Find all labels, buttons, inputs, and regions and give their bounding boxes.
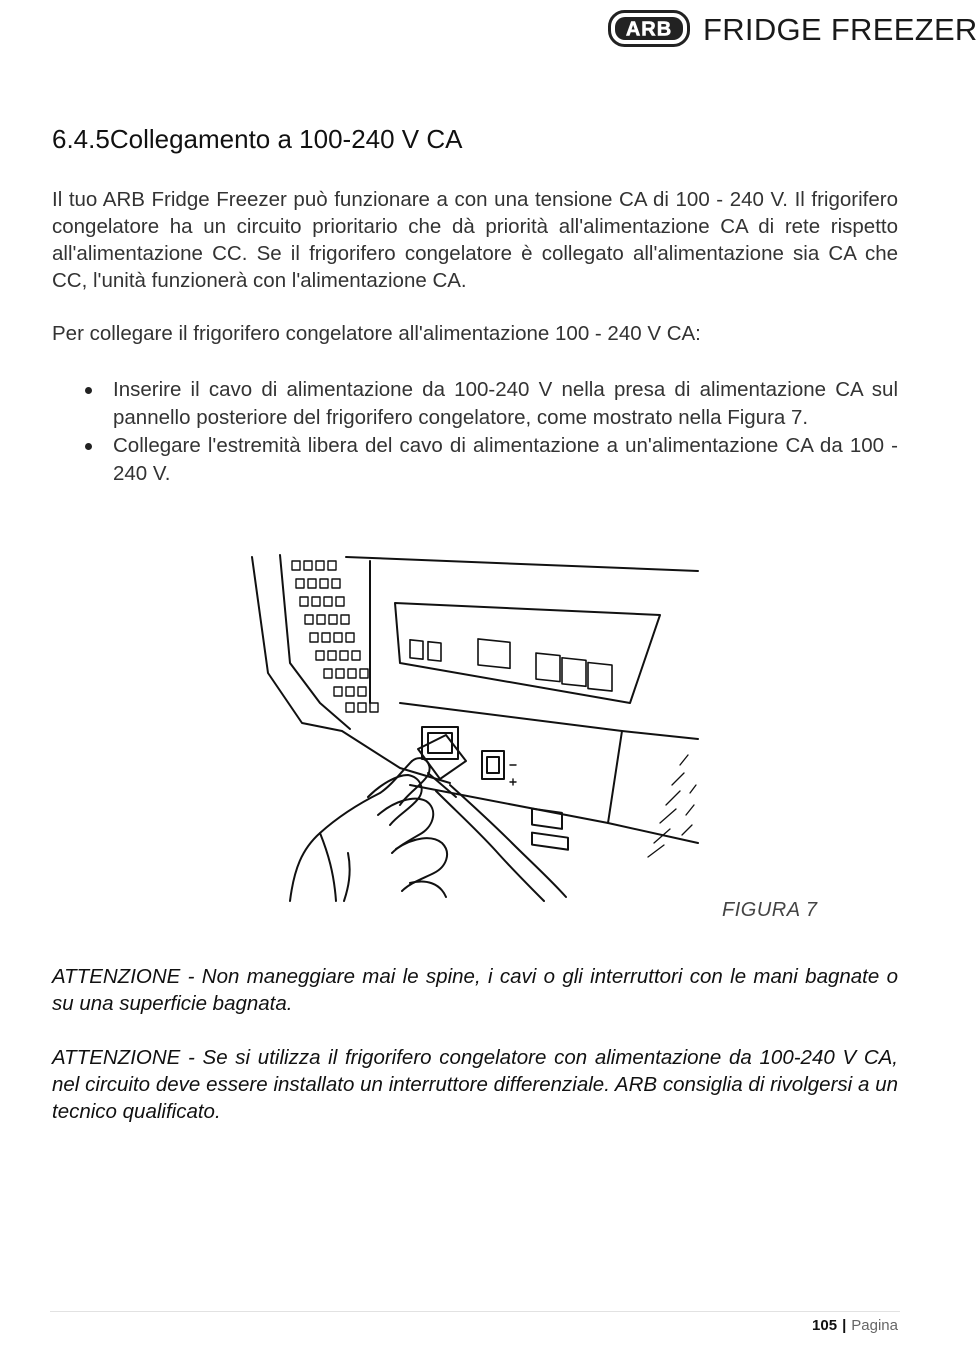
instruction-list: [52, 376, 898, 488]
list-item: [52, 432, 898, 488]
list-item-text: Inserire il cavo di alimentazione da 100-240 V nella presa di alimentazione CA sul pannello posteriore del frigorifero congelatore, come mostrato nella Figura 7.: [113, 378, 898, 429]
list-item-text: Collegare l'estremità libera del cavo di alimentazione a un'alimentazione CA da 100 - 240 V.: [113, 434, 898, 485]
list-item: [52, 376, 898, 432]
svg-text:ARB: ARB: [625, 18, 673, 41]
footer-separator: |: [842, 1317, 847, 1334]
page-number: 105: [812, 1317, 838, 1334]
instruction-lead: Per collegare il frigorifero congelatore all'alimentazione 100 - 240 V CA:: [52, 322, 701, 345]
section-title: 6.4.5Collegamento a 100-240 V CA: [52, 124, 463, 154]
footer-divider: [50, 1311, 900, 1312]
power-cord-plugin-illustration: [250, 553, 700, 903]
brand-title: FRIDGE FREEZER: [703, 12, 978, 47]
figure-caption: FIGURA 7: [722, 899, 818, 921]
bullet-icon: [85, 387, 92, 394]
bullet-icon: [85, 443, 92, 450]
warning-wet-hands: ATTENZIONE - Non maneggiare mai le spine, i cavi o gli interruttori con le mani bagnate o su una superficie bagnata.: [52, 965, 898, 1015]
page-label: Pagina: [851, 1317, 898, 1334]
intro-paragraph: Il tuo ARB Fridge Freezer può funzionare a con una tensione CA di 100 - 240 V. Il frigorifero congelatore ha un circuito prioritario che dà priorità all'alimentazione CA di rete rispetto all'alimentazione CC. Se il frigorifero congelatore è collegato all'alimentazione sia CA che CC, l'unità funzionerà con l'alimentazione CA.: [52, 188, 898, 292]
arb-logo: [608, 10, 690, 47]
warning-rcd: ATTENZIONE - Se si utilizza il frigorifero congelatore con alimentazione da 100-240 V CA, nel circuito deve essere installato un interruttore differenziale. ARB consiglia di rivolgersi a un tecnico qualificato.: [52, 1046, 898, 1123]
page-footer: [812, 1315, 898, 1337]
